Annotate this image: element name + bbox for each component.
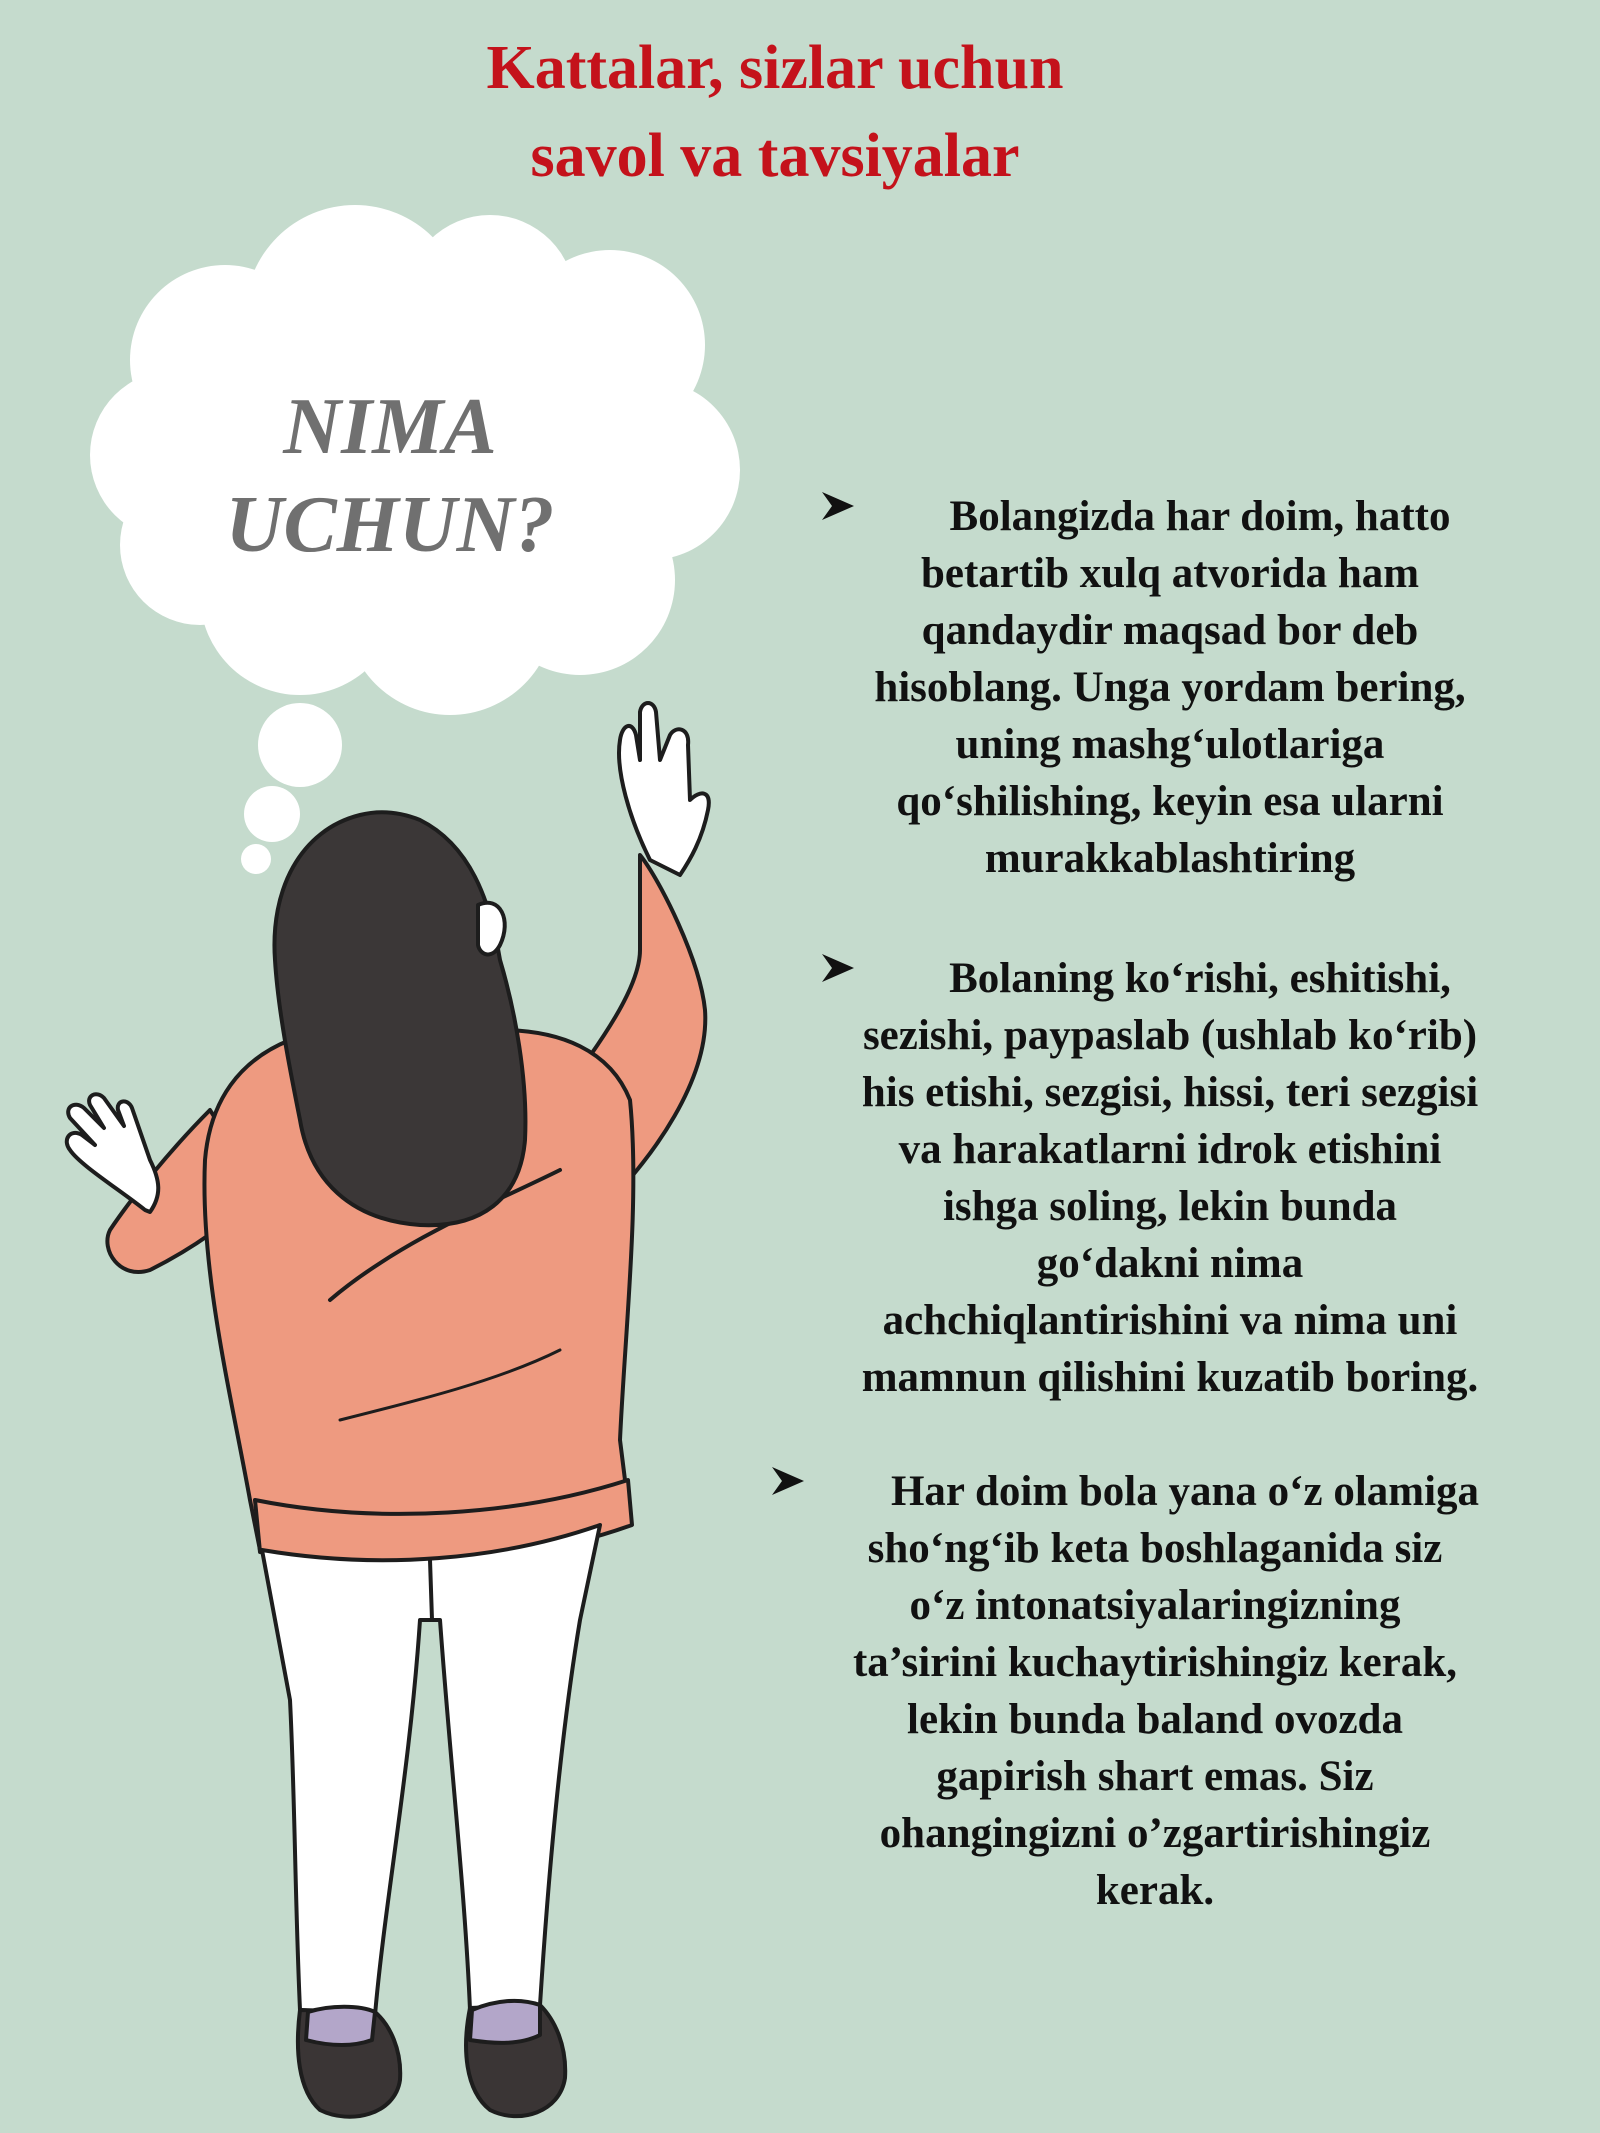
- tip-line: o‘z intonatsiyalaringizning: [909, 1582, 1401, 1629]
- tip-line: va harakatlarni idrok etishini: [898, 1126, 1442, 1173]
- tip-text: [770, 1463, 1540, 1919]
- tip-line: kerak.: [1095, 1867, 1215, 1914]
- tip-line: uning mashg‘ulotlariga: [955, 721, 1385, 768]
- tip-line: Bolangizda har doim, hatto: [949, 493, 1451, 540]
- tip-line: qo‘shilishing, keyin esa ularni: [896, 778, 1444, 825]
- girl-illustration: [0, 0, 780, 2133]
- tip-line: gapirish shart emas. Siz: [936, 1753, 1374, 1800]
- girl-figure: [67, 703, 709, 2117]
- arrowhead-icon: [770, 1463, 806, 1499]
- tip-line: ishga soling, lekin bunda: [942, 1183, 1398, 1230]
- tip-line: hisoblang. Unga yordam bering,: [874, 664, 1466, 711]
- tip-line: sho‘ng‘ib keta boshlaganida siz: [867, 1525, 1443, 1572]
- tip-line: achchiqlantirishini va nima uni: [882, 1297, 1458, 1344]
- arrowhead-icon: [820, 950, 856, 986]
- tip-line: mamnun qilishini kuzatib boring.: [861, 1354, 1479, 1401]
- thought-line-1: NIMA: [283, 383, 497, 471]
- tip-line: his etishi, sezgisi, hissi, teri sezgisi: [861, 1069, 1479, 1116]
- arrowhead-icon: [820, 488, 856, 524]
- tip-line: ta’sirini kuchaytirishingiz kerak,: [852, 1639, 1458, 1686]
- tip-line: Har doim bola yana o‘z olamiga: [890, 1468, 1480, 1515]
- thought-bubble-text: [190, 378, 590, 574]
- tip-line: Bolaning ko‘rishi, eshitishi,: [949, 955, 1451, 1002]
- title-line-2: savol va tavsiyalar: [530, 122, 1020, 190]
- tip-line: ohangingizni o’zgartirishingiz: [879, 1810, 1431, 1857]
- tip-line: betartib xulq atvorida ham: [920, 550, 1420, 597]
- title-line-1: Kattalar, sizlar uchun: [486, 34, 1064, 102]
- tip-line: murakkablashtiring: [984, 835, 1356, 882]
- tip-text: [820, 488, 1520, 887]
- thought-line-2: UCHUN?: [225, 481, 555, 569]
- tip-line: go‘dakni nima: [1036, 1240, 1304, 1287]
- tip-text: [820, 950, 1520, 1406]
- tip-line: qandaydir maqsad bor deb: [921, 607, 1419, 654]
- tip-line: sezishi, paypaslab (ushlab ko‘rib): [862, 1012, 1478, 1059]
- tip-item-2: [820, 950, 1520, 1406]
- tip-item-1: [820, 488, 1520, 887]
- tip-line: lekin bunda baland ovozda: [907, 1696, 1403, 1743]
- tip-item-3: [770, 1463, 1540, 1919]
